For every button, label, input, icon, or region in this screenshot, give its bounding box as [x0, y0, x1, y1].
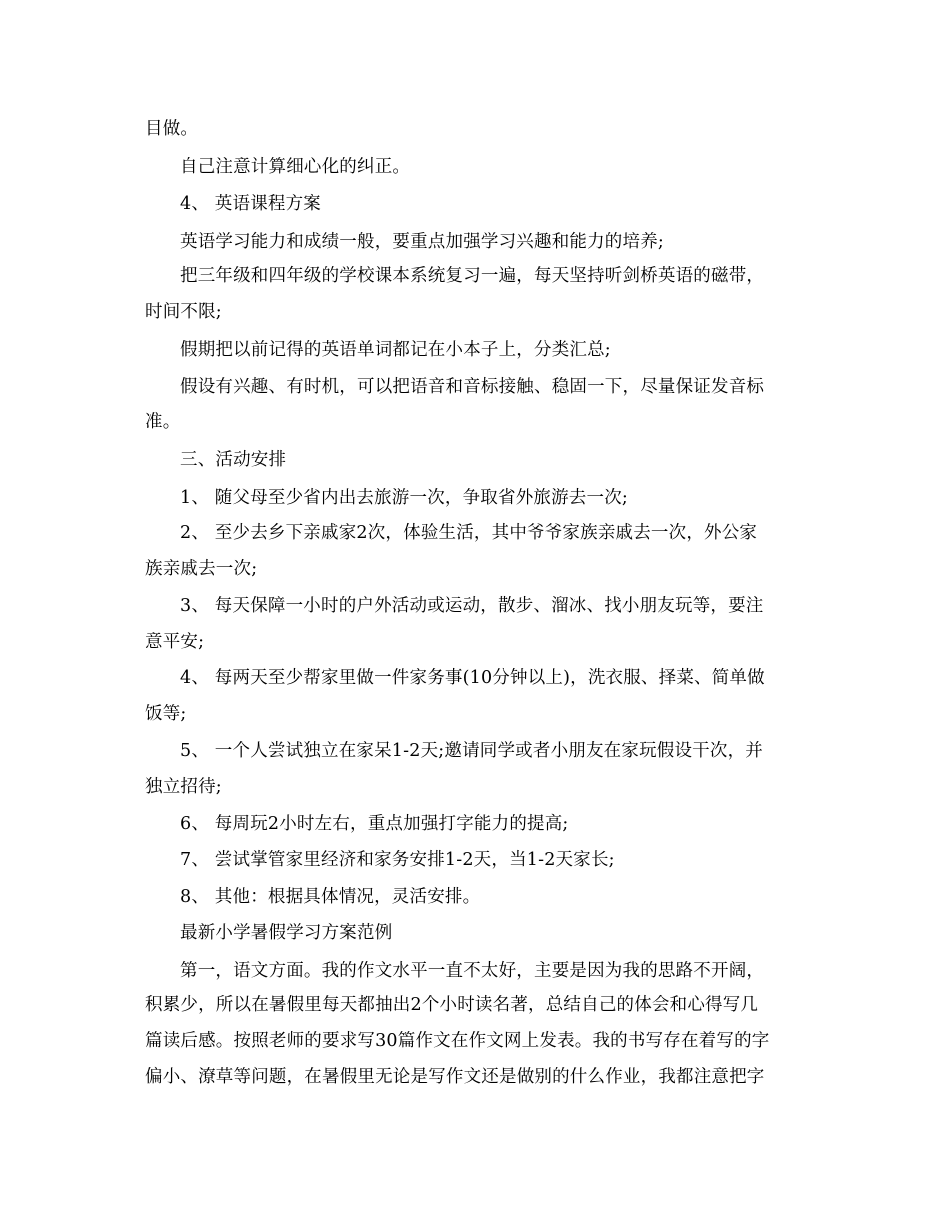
text-line: 时间不限;	[145, 302, 222, 322]
text-line: 族亲戚去一次;	[145, 559, 258, 579]
list-item: 4、 每两天至少帮家里做一件家务事(10分钟以上)，洗衣服、择菜、简单做	[180, 668, 765, 688]
list-item: 7、 尝试掌管家里经济和家务安排1-2天，当1-2天家长;	[180, 850, 615, 870]
text-line: 第一，语文方面。我的作文水平一直不太好，主要是因为我的思路不开阔，	[180, 961, 765, 981]
text-line: 目做。	[145, 119, 199, 139]
text-line: 准。	[145, 412, 181, 432]
section-heading: 三、活动安排	[180, 450, 287, 470]
text-line: 独立招待;	[145, 777, 222, 797]
text-line: 英语学习能力和成绩一般，要重点加强学习兴趣和能力的培养;	[180, 232, 664, 252]
list-item: 1、 随父母至少省内出去旅游一次，争取省外旅游去一次;	[180, 488, 628, 508]
section-heading: 最新小学暑假学习方案范例	[180, 923, 393, 943]
text-line: 饭等;	[145, 704, 187, 724]
list-item: 3、 每天保障一小时的户外活动或运动，散步、溜冰、找小朋友玩等，要注	[180, 596, 764, 616]
list-item: 5、 一个人尝试独立在家呆1-2天;邀请同学或者小朋友在家玩假设干次，并	[180, 741, 763, 761]
list-item: 6、 每周玩2小时左右，重点加强打字能力的提高;	[180, 814, 569, 834]
list-item: 8、 其他：根据具体情况，灵活安排。	[180, 887, 481, 907]
text-line: 把三年级和四年级的学校课本系统复习一遍，每天坚持听剑桥英语的磁带，	[180, 266, 765, 286]
text-line: 偏小、潦草等问题，在暑假里无论是写作文还是做别的什么作业，我都注意把字	[145, 1067, 765, 1087]
text-line: 积累少，所以在暑假里每天都抽出2个小时读名著，总结自己的体会和心得写几	[145, 995, 759, 1015]
text-line: 篇读后感。按照老师的要求写30篇作文在作文网上发表。我的书写存在着写的字	[145, 1031, 770, 1051]
section-heading: 4、 英语课程方案	[180, 194, 321, 214]
text-line: 自己注意计算细心化的纠正。	[180, 157, 411, 177]
text-line: 意平安;	[145, 632, 205, 652]
list-item: 2、 至少去乡下亲戚家2次，体验生活，其中爷爷家族亲戚去一次，外公家	[180, 523, 758, 543]
text-line: 假期把以前记得的英语单词都记在小本子上，分类汇总;	[180, 340, 611, 360]
text-line: 假设有兴趣、有时机，可以把语音和音标接触、稳固一下，尽量保证发音标	[180, 377, 765, 397]
